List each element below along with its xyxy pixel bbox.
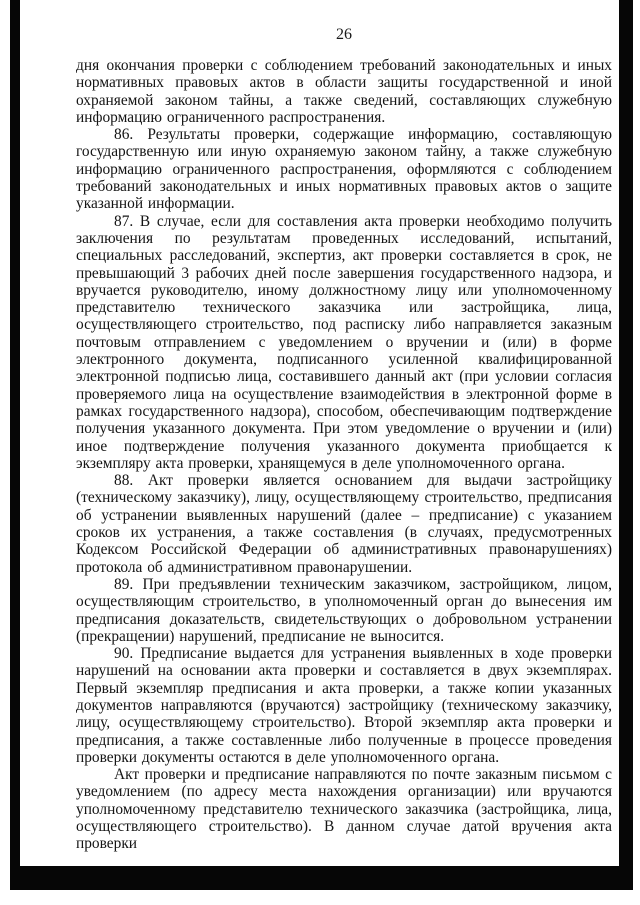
paragraph-delivery: Акт проверки и предписание направляются по почте заказным письмом с уведомлением (по адресу места нахождения организации) или вручаются уполномоченному представителю технического заказчика (застройщика, лица, осуществляющего строительство). В данном случае датой вручения акта проверки bbox=[76, 766, 612, 853]
paragraph-continuation: дня окончания проверки с соблюдением требований законодательных и иных нормативных правовых актов в области защиты государственной и иной охраняемой законом тайны, а также сведений, составляющих служебную информацию ограниченного распространения. bbox=[76, 57, 612, 126]
paragraph-86: 86. Результаты проверки, содержащие информацию, составляющую государственную или иную охраняемую законом тайну, а также служебную информацию ограниченного распространения, оформляются с соблюдением требований законодательных и иных нормативных правовых актов о защите указанной информации. bbox=[76, 126, 612, 213]
scan-border-right bbox=[619, 0, 633, 890]
scan-border-left bbox=[10, 0, 20, 890]
paragraph-89: 89. При предъявлении техническим заказчиком, застройщиком, лицом, осуществляющим строительство, в уполномоченный орган до вынесения им предписания доказательств, свидетельствующих о добровольном устранении (прекращении) нарушений, предписание не выносится. bbox=[76, 575, 612, 645]
paragraph-87: 87. В случае, если для составления акта проверки необходимо получить заключения по результатам проведенных исследований, испытаний, специальных расследований, экспертиз, акт проверки составляется в срок, не превышающий 3 рабочих дней после завершения государственного надзора, и вручается руководителю, иному должностному лицу или уполномоченному представителю технического заказчика или застройщика, лица, осуществляющего строительство, под расписку либо направляется заказным почтовым отправлением с уведомлением о вручении и (или) в форме электронного документа, подписанного усиленной квалифицированной электронной подписью лица, составившего данный акт (при условии согласия проверяемого лица на осуществление взаимодействия в электронной форме в рамках государственного надзора), способом, обеспечивающим подтверждение получения указанного документа. При этом уведомление о вручении и (или) иное подтверждение получения указанного документа приобщается к экземпляру акта проверки, хранящемуся в деле уполномоченного органа. bbox=[76, 212, 612, 472]
page-content bbox=[76, 26, 612, 853]
scan-border-bottom bbox=[10, 866, 633, 890]
paragraph-90: 90. Предписание выдается для устранения выявленных в ходе проверки нарушений на основании акта проверки и составляется в двух экземплярах. Первый экземпляр предписания и акта проверки, а также копии указанных документов направляются (вручаются) застройщику (техническому заказчику, лицу, осуществляющему строительство). Второй экземпляр акта проверки и предписания, а также составленные либо полученные в процессе проведения проверки документы остаются в деле уполномоченного органа. bbox=[76, 645, 612, 766]
paragraph-88: 88. Акт проверки является основанием для выдачи застройщику (техническому заказчику), лицу, осуществляющему строительство, предписания об устранении выявленных нарушений (далее – предписание) с указанием сроков их устранения, а также составления (в случаях, предусмотренных Кодексом Российской Федерации об административных правонарушениях) протокола об административном правонарушении. bbox=[76, 472, 612, 576]
page-number: 26 bbox=[336, 26, 352, 43]
